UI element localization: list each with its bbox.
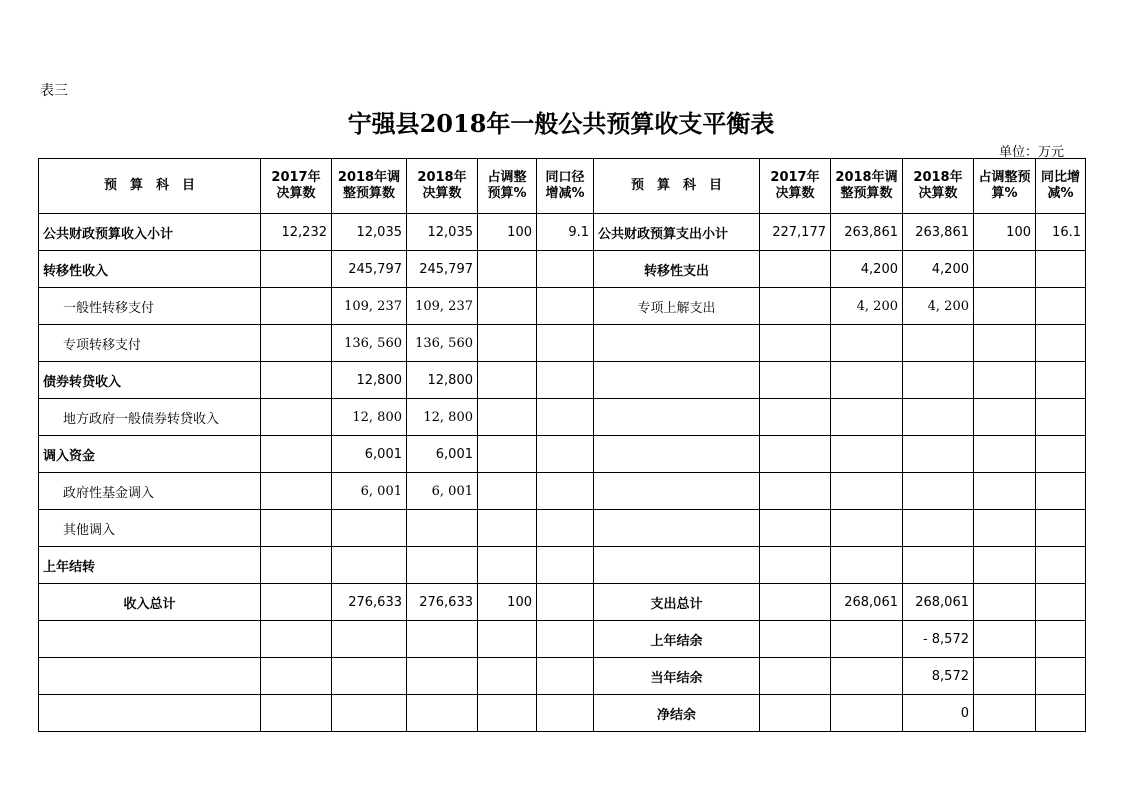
header-exp-2018-final: 2018年决算数	[903, 159, 974, 214]
revenue-value-cell	[537, 325, 594, 362]
revenue-value-cell	[478, 473, 537, 510]
expense-value-cell	[760, 436, 831, 473]
revenue-value-cell	[261, 436, 332, 473]
revenue-value-cell	[478, 399, 537, 436]
expense-value-cell	[760, 510, 831, 547]
expense-value-cell	[1036, 695, 1086, 732]
table-row	[39, 399, 1086, 436]
revenue-value-cell	[261, 510, 332, 547]
table-row	[39, 288, 1086, 325]
revenue-value-cell	[332, 695, 407, 732]
expense-value-cell	[760, 695, 831, 732]
expense-value-cell	[903, 510, 974, 547]
revenue-value-cell: 245,797	[332, 251, 407, 288]
expense-value-cell: 268,061	[831, 584, 903, 621]
revenue-value-cell: 276,633	[407, 584, 478, 621]
expense-value-cell: 4,200	[903, 251, 974, 288]
expense-value-cell: 0	[903, 695, 974, 732]
revenue-value-cell	[537, 399, 594, 436]
revenue-value-cell	[537, 621, 594, 658]
revenue-value-cell	[537, 288, 594, 325]
table-row	[39, 547, 1086, 584]
expense-value-cell	[831, 325, 903, 362]
expense-value-cell	[831, 621, 903, 658]
revenue-value-cell	[332, 658, 407, 695]
table-row	[39, 473, 1086, 510]
revenue-value-cell	[261, 362, 332, 399]
expense-value-cell	[974, 621, 1036, 658]
expense-value-cell	[760, 621, 831, 658]
unit-label: 单位：万元	[998, 145, 1064, 160]
revenue-value-cell: 12,035	[407, 214, 478, 251]
expense-value-cell	[974, 362, 1036, 399]
table-row	[39, 325, 1086, 362]
expense-subject-cell	[594, 362, 760, 399]
table-row	[39, 251, 1086, 288]
table-row	[39, 214, 1086, 251]
expense-value-cell	[903, 399, 974, 436]
revenue-value-cell	[478, 251, 537, 288]
expense-subject-cell: 专项上解支出	[594, 288, 760, 325]
expense-value-cell	[974, 436, 1036, 473]
expense-value-cell	[760, 658, 831, 695]
expense-value-cell	[831, 510, 903, 547]
revenue-value-cell	[537, 658, 594, 695]
expense-value-cell	[831, 399, 903, 436]
expense-value-cell	[1036, 510, 1086, 547]
revenue-value-cell: 109, 237	[407, 288, 478, 325]
revenue-value-cell: 100	[478, 214, 537, 251]
revenue-subject-cell: 调入资金	[39, 436, 261, 473]
revenue-subject-cell: 收入总计	[39, 584, 261, 621]
revenue-value-cell: 12,232	[261, 214, 332, 251]
expense-value-cell	[831, 362, 903, 399]
expense-value-cell	[760, 584, 831, 621]
expense-value-cell	[974, 399, 1036, 436]
revenue-value-cell: 12, 800	[407, 399, 478, 436]
revenue-value-cell	[261, 399, 332, 436]
revenue-value-cell	[537, 362, 594, 399]
header-rev-yoy: 同口径增减%	[537, 159, 594, 214]
expense-value-cell	[760, 399, 831, 436]
revenue-value-cell	[537, 584, 594, 621]
expense-value-cell: 4,200	[831, 251, 903, 288]
revenue-value-cell	[537, 510, 594, 547]
header-rev-2017: 2017年决算数	[261, 159, 332, 214]
expense-value-cell	[831, 547, 903, 584]
revenue-value-cell	[261, 695, 332, 732]
revenue-subject-cell	[39, 621, 261, 658]
budget-balance-table	[38, 158, 1086, 732]
revenue-subject-cell: 公共财政预算收入小计	[39, 214, 261, 251]
revenue-subject-cell: 政府性基金调入	[39, 473, 261, 510]
expense-value-cell: 227,177	[760, 214, 831, 251]
expense-value-cell	[974, 584, 1036, 621]
revenue-value-cell: 6,001	[332, 436, 407, 473]
revenue-value-cell	[537, 695, 594, 732]
expense-subject-cell: 转移性支出	[594, 251, 760, 288]
revenue-value-cell	[537, 251, 594, 288]
expense-subject-cell: 上年结余	[594, 621, 760, 658]
expense-value-cell	[974, 288, 1036, 325]
revenue-value-cell	[478, 288, 537, 325]
expense-value-cell	[760, 473, 831, 510]
revenue-value-cell	[261, 325, 332, 362]
expense-value-cell	[1036, 251, 1086, 288]
expense-subject-cell	[594, 399, 760, 436]
expense-value-cell	[974, 695, 1036, 732]
revenue-subject-cell	[39, 695, 261, 732]
expense-subject-cell: 支出总计	[594, 584, 760, 621]
expense-value-cell	[760, 251, 831, 288]
expense-subject-cell	[594, 325, 760, 362]
expense-value-cell	[903, 325, 974, 362]
expense-value-cell: 263,861	[903, 214, 974, 251]
expense-value-cell	[760, 547, 831, 584]
revenue-subject-cell: 上年结转	[39, 547, 261, 584]
revenue-value-cell: 100	[478, 584, 537, 621]
table-row	[39, 436, 1086, 473]
expense-value-cell	[974, 473, 1036, 510]
table-body	[39, 214, 1086, 732]
revenue-value-cell	[261, 251, 332, 288]
revenue-value-cell: 12, 800	[332, 399, 407, 436]
page-title: 宁强县2018年一般公共预算收支平衡表	[347, 109, 775, 138]
expense-value-cell	[974, 547, 1036, 584]
header-exp-2018-adj: 2018年调整预算数	[831, 159, 903, 214]
revenue-subject-cell: 地方政府一般债券转贷收入	[39, 399, 261, 436]
revenue-value-cell: 6, 001	[407, 473, 478, 510]
revenue-value-cell	[261, 658, 332, 695]
expense-subject-cell: 净结余	[594, 695, 760, 732]
table-label: 表三	[40, 83, 68, 99]
revenue-subject-cell: 专项转移支付	[39, 325, 261, 362]
revenue-value-cell	[407, 695, 478, 732]
revenue-value-cell: 12,800	[407, 362, 478, 399]
table-row	[39, 510, 1086, 547]
expense-value-cell	[1036, 325, 1086, 362]
revenue-value-cell	[478, 547, 537, 584]
expense-value-cell	[831, 436, 903, 473]
header-rev-pct: 占调整预算%	[478, 159, 537, 214]
revenue-value-cell	[261, 473, 332, 510]
table-row	[39, 621, 1086, 658]
expense-value-cell	[1036, 658, 1086, 695]
expense-value-cell	[974, 658, 1036, 695]
revenue-value-cell	[261, 621, 332, 658]
expense-value-cell	[831, 658, 903, 695]
header-rev-subject: 预 算 科 目	[39, 159, 261, 214]
expense-value-cell	[903, 547, 974, 584]
revenue-value-cell: 276,633	[332, 584, 407, 621]
expense-value-cell	[760, 362, 831, 399]
revenue-value-cell	[478, 695, 537, 732]
header-exp-2017: 2017年决算数	[760, 159, 831, 214]
expense-value-cell: 100	[974, 214, 1036, 251]
expense-value-cell: 4, 200	[831, 288, 903, 325]
expense-value-cell	[831, 473, 903, 510]
expense-value-cell	[1036, 621, 1086, 658]
expense-value-cell	[903, 473, 974, 510]
revenue-value-cell	[407, 510, 478, 547]
revenue-value-cell	[261, 584, 332, 621]
expense-value-cell	[974, 510, 1036, 547]
revenue-value-cell: 12,800	[332, 362, 407, 399]
revenue-value-cell	[261, 547, 332, 584]
revenue-value-cell	[478, 362, 537, 399]
revenue-value-cell: 9.1	[537, 214, 594, 251]
table-row	[39, 695, 1086, 732]
revenue-subject-cell: 其他调入	[39, 510, 261, 547]
revenue-value-cell	[478, 510, 537, 547]
table-row	[39, 362, 1086, 399]
revenue-value-cell: 109, 237	[332, 288, 407, 325]
expense-value-cell	[1036, 362, 1086, 399]
expense-subject-cell	[594, 436, 760, 473]
table-row	[39, 658, 1086, 695]
header-exp-subject: 预 算 科 目	[594, 159, 760, 214]
header-exp-yoy: 同比增减%	[1036, 159, 1086, 214]
revenue-value-cell	[407, 658, 478, 695]
revenue-subject-cell: 债券转贷收入	[39, 362, 261, 399]
expense-value-cell	[1036, 436, 1086, 473]
expense-value-cell: - 8,572	[903, 621, 974, 658]
revenue-value-cell	[537, 473, 594, 510]
revenue-value-cell: 245,797	[407, 251, 478, 288]
revenue-value-cell	[478, 325, 537, 362]
header-exp-pct: 占调整预算%	[974, 159, 1036, 214]
expense-value-cell: 4, 200	[903, 288, 974, 325]
table-row	[39, 584, 1086, 621]
expense-subject-cell	[594, 510, 760, 547]
revenue-value-cell: 136, 560	[407, 325, 478, 362]
expense-value-cell: 268,061	[903, 584, 974, 621]
expense-value-cell: 263,861	[831, 214, 903, 251]
expense-value-cell	[1036, 584, 1086, 621]
revenue-value-cell	[407, 621, 478, 658]
revenue-value-cell	[407, 547, 478, 584]
expense-value-cell	[831, 695, 903, 732]
revenue-subject-cell	[39, 658, 261, 695]
revenue-value-cell	[478, 658, 537, 695]
expense-value-cell	[1036, 547, 1086, 584]
expense-subject-cell	[594, 473, 760, 510]
revenue-subject-cell: 转移性收入	[39, 251, 261, 288]
revenue-value-cell	[332, 547, 407, 584]
revenue-value-cell	[478, 621, 537, 658]
revenue-value-cell: 12,035	[332, 214, 407, 251]
revenue-value-cell	[478, 436, 537, 473]
revenue-value-cell	[261, 288, 332, 325]
revenue-subject-cell: 一般性转移支付	[39, 288, 261, 325]
revenue-value-cell: 136, 560	[332, 325, 407, 362]
expense-value-cell	[974, 325, 1036, 362]
revenue-value-cell	[537, 547, 594, 584]
expense-value-cell: 8,572	[903, 658, 974, 695]
expense-subject-cell	[594, 547, 760, 584]
expense-value-cell	[1036, 473, 1086, 510]
revenue-value-cell: 6,001	[407, 436, 478, 473]
expense-value-cell	[903, 362, 974, 399]
expense-value-cell: 16.1	[1036, 214, 1086, 251]
expense-value-cell	[974, 251, 1036, 288]
revenue-value-cell: 6, 001	[332, 473, 407, 510]
expense-value-cell	[1036, 399, 1086, 436]
expense-value-cell	[760, 325, 831, 362]
header-row	[39, 159, 1086, 214]
expense-value-cell	[1036, 288, 1086, 325]
expense-subject-cell: 公共财政预算支出小计	[594, 214, 760, 251]
revenue-value-cell	[537, 436, 594, 473]
header-rev-2018-adj: 2018年调整预算数	[332, 159, 407, 214]
expense-subject-cell: 当年结余	[594, 658, 760, 695]
revenue-value-cell	[332, 621, 407, 658]
revenue-value-cell	[332, 510, 407, 547]
expense-value-cell	[760, 288, 831, 325]
header-rev-2018-final: 2018年决算数	[407, 159, 478, 214]
expense-value-cell	[903, 436, 974, 473]
